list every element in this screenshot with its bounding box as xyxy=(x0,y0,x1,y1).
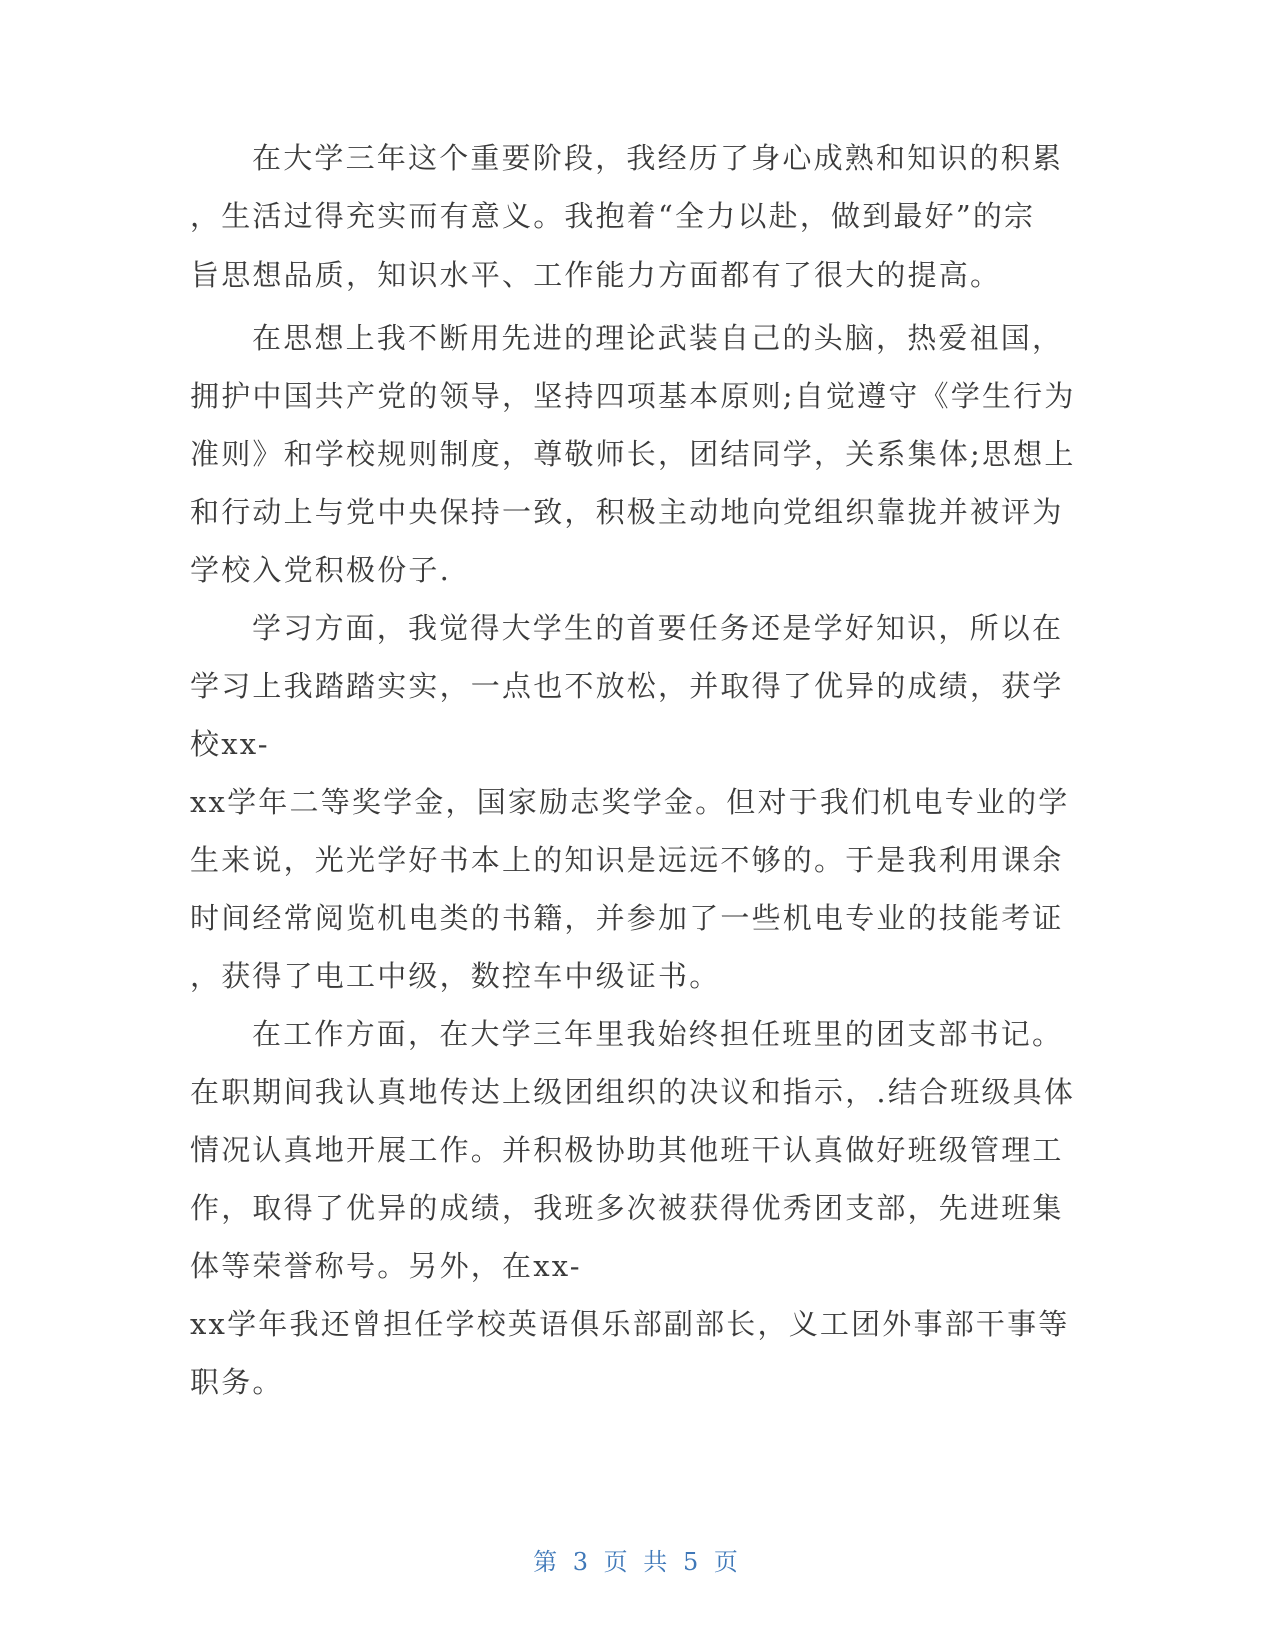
paragraph-1-line-1: 在大学三年这个重要阶段，我经历了身心成熟和知识的积累 xyxy=(252,141,1064,175)
paragraph-4-line-4: 作，取得了优异的成绩，我班多次被获得优秀团支部，先进班集 xyxy=(190,1191,1064,1225)
paragraph-4-line-3: 情况认真地开展工作。并积极协助其他班干认真做好班级管理工 xyxy=(190,1133,1064,1167)
paragraph-3-line-4: xx学年二等奖学金，国家励志奖学金。但对于我们机电专业的学 xyxy=(190,785,1070,819)
paragraph-2-line-5: 学校入党积极份子. xyxy=(190,553,452,587)
paragraph-3-line-5: 生来说，光光学好书本上的知识是远远不够的。于是我利用课余 xyxy=(190,843,1064,877)
page-number-footer: 第 3 页 共 5 页 xyxy=(533,1548,742,1576)
paragraph-3-line-2: 学习上我踏踏实实，一点也不放松，并取得了优异的成绩，获学 xyxy=(190,669,1064,703)
paragraph-4-line-7: 职务。 xyxy=(190,1365,284,1399)
paragraph-4-line-6: xx学年我还曾担任学校英语俱乐部副部长，义工团外事部干事等 xyxy=(190,1307,1070,1341)
paragraph-3-line-1: 学习方面，我觉得大学生的首要任务还是学好知识，所以在 xyxy=(252,611,1064,645)
paragraph-4-line-1: 在工作方面，在大学三年里我始终担任班里的团支部书记。 xyxy=(252,1017,1064,1051)
paragraph-2-line-4: 和行动上与党中央保持一致，积极主动地向党组织靠拢并被评为 xyxy=(190,495,1064,529)
paragraph-1-line-2: ，生活过得充实而有意义。我抱着“全力以赴，做到最好”的宗 xyxy=(190,199,1036,233)
paragraph-4-line-2: 在职期间我认真地传达上级团组织的决议和指示，.结合班级具体 xyxy=(190,1075,1076,1109)
paragraph-3-line-7: ，获得了电工中级，数控车中级证书。 xyxy=(190,959,721,993)
paragraph-2-line-3: 准则》和学校规则制度，尊敬师长，团结同学，关系集体;思想上 xyxy=(190,437,1076,471)
paragraph-3-line-6: 时间经常阅览机电类的书籍，并参加了一些机电专业的技能考证 xyxy=(190,901,1064,935)
paragraph-2-line-1: 在思想上我不断用先进的理论武装自己的头脑，热爱祖国， xyxy=(252,321,1064,355)
paragraph-1-line-3: 旨思想品质，知识水平、工作能力方面都有了很大的提高。 xyxy=(190,258,1002,292)
paragraph-2-line-2: 拥护中国共产党的领导，坚持四项基本原则;自觉遵守《学生行为 xyxy=(190,379,1076,413)
paragraph-4-line-5: 体等荣誉称号。另外，在xx- xyxy=(190,1249,582,1283)
paragraph-3-line-3: 校xx- xyxy=(190,727,270,761)
